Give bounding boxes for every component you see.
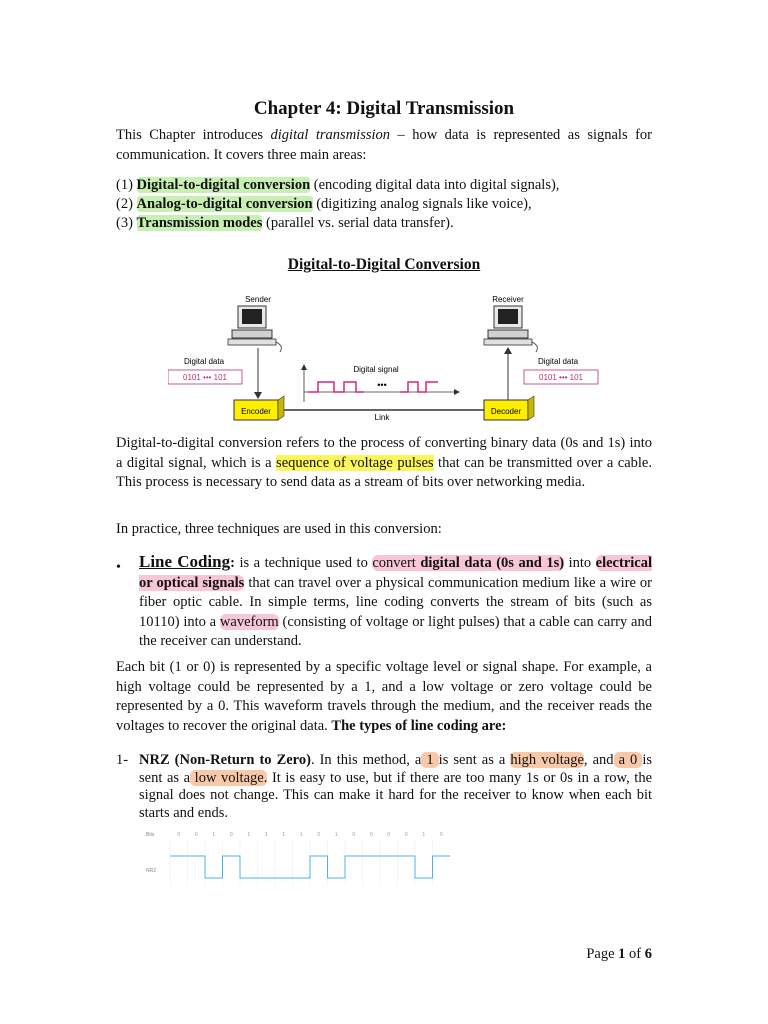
nrz-bit-label: 0 (177, 832, 181, 838)
highlight-waveform: waveform (219, 613, 279, 630)
bits-right: 0101 ••• 101 (539, 373, 583, 382)
link-label: Link (374, 413, 390, 422)
area-item-3: (3) Transmission modes (parallel vs. serial data transfer). (116, 215, 454, 231)
nrz-bit-label: 1 (212, 832, 216, 838)
digital-data-label-right: Digital data (538, 357, 579, 366)
highlight-signals: electrical or optical signals (139, 555, 652, 591)
nrz-label: NRZ (146, 868, 157, 874)
area-term-3: Transmission modes (136, 215, 263, 231)
highlight-high-voltage: high voltage (510, 752, 584, 768)
page-total: 6 (644, 946, 652, 962)
page-footer: Page 1 of 6 (586, 946, 652, 962)
receiver-label: Receiver (492, 295, 524, 304)
nrz-bits-label: Bits (146, 832, 155, 838)
nrz-paragraph: NRZ (Non-Return to Zero). In this method, a 1 is sent as a high voltage, and a 0 is sent as a low voltage. It is easy to use, but if there are too many 1s or 0s in a row, the signal does not change. This can make it hard for the receiver to know when each bit starts and ends. (139, 752, 653, 821)
area-term-1: Digital-to-digital conversion (136, 177, 311, 193)
sender-computer-icon (228, 306, 281, 352)
area-term-2: Analog-to-digital conversion (136, 196, 313, 212)
nrz-bit-label: 0 (317, 832, 321, 838)
nrz-title: NRZ (Non-Return to Zero) (139, 752, 311, 768)
highlight-zero: a 0 (613, 752, 643, 768)
nrz-bit-label: 0 (404, 832, 408, 838)
signal-wave-left (308, 382, 364, 392)
nrz-bit-label: 0 (229, 832, 233, 838)
paragraph-conversion: Digital-to-digital conversion refers to the process of converting binary data (0s and 1s) into a digital signal, which is a sequence of voltage pulses that can be transmitted over a cable. This process is necessary to send data as a stream of bits over networking media. (116, 435, 652, 490)
conversion-diagram (168, 292, 600, 424)
nrz-bit-label: 1 (264, 832, 268, 838)
nrz-bit-labels (177, 832, 443, 838)
decoder-label: Decoder (490, 407, 522, 416)
bullet-dot: • (116, 560, 121, 575)
digital-signal-label: Digital signal (353, 365, 399, 374)
chapter-title: Chapter 4: Digital Transmission (253, 98, 515, 119)
signal-dots: ••• (377, 380, 387, 390)
nrz-bit-label: 1 (282, 832, 286, 838)
paragraph-bit-representation: Each bit (1 or 0) is represented by a specific voltage level or signal shape. For example, a high voltage could be represented by a 1, and a low voltage or zero voltage could be represented by a 0. This waveform travels through the medium, and the receiver reads the voltages to recover the original data. The types of line coding are: (116, 659, 652, 734)
intro-emphasis: digital transmission (270, 127, 391, 143)
bits-left: 0101 ••• 101 (183, 373, 227, 382)
intro-paragraph: This Chapter introduces digital transmission – how data is represented as signals for communication. It covers three main areas: (116, 127, 652, 163)
nrz-waveform (140, 826, 452, 890)
nrz-signal-line (170, 856, 450, 878)
paragraph-techniques: In practice, three techniques are used in this conversion: (116, 521, 442, 537)
nrz-bit-label: 1 (422, 832, 426, 838)
page-number: 1 (618, 946, 626, 962)
line-coding-title: Line Coding (139, 552, 231, 571)
nrz-bit-label: 1 (247, 832, 251, 838)
area-item-1: (1) Digital-to-digital conversion (encoding digital data into digital signals), (116, 177, 560, 193)
nrz-bit-label: 1 (299, 832, 303, 838)
section-title: Digital-to-Digital Conversion (287, 256, 481, 273)
nrz-grid (170, 840, 433, 886)
highlight-convert: convert digital data (0s and 1s) (372, 555, 565, 571)
list-number-1: 1- (116, 752, 129, 768)
types-heading: The types of line coding are: (331, 717, 507, 734)
signal-wave-right (400, 382, 438, 392)
line-coding-paragraph: Line Coding: is a technique used to convert digital data (0s and 1s) into electrical or optical signals that can travel over a physical communication medium like a wire or fiber optic cable. In simple terms, line coding converts the stream of bits (such as 10110) into a waveform (consisting of voltage or light pulses) that a cable can carry and the receiver can understand. (139, 552, 652, 649)
receiver-computer-icon (484, 306, 537, 352)
digital-data-label-left: Digital data (184, 357, 225, 366)
sender-label: Sender (245, 295, 271, 304)
nrz-bit-label: 0 (369, 832, 373, 838)
nrz-bit-label: 1 (334, 832, 338, 838)
nrz-bit-label: 0 (439, 832, 443, 838)
area-item-2: (2) Analog-to-digital conversion (digitizing analog signals like voice), (116, 196, 532, 212)
nrz-bit-label: 0 (352, 832, 356, 838)
nrz-bit-label: 0 (194, 832, 198, 838)
nrz-bit-label: 0 (387, 832, 391, 838)
highlight-low-voltage: low voltage. (190, 769, 268, 786)
highlight-one: 1 (421, 752, 439, 768)
encoder-label: Encoder (241, 407, 271, 416)
highlight-voltage-pulses: sequence of voltage pulses (276, 454, 434, 471)
